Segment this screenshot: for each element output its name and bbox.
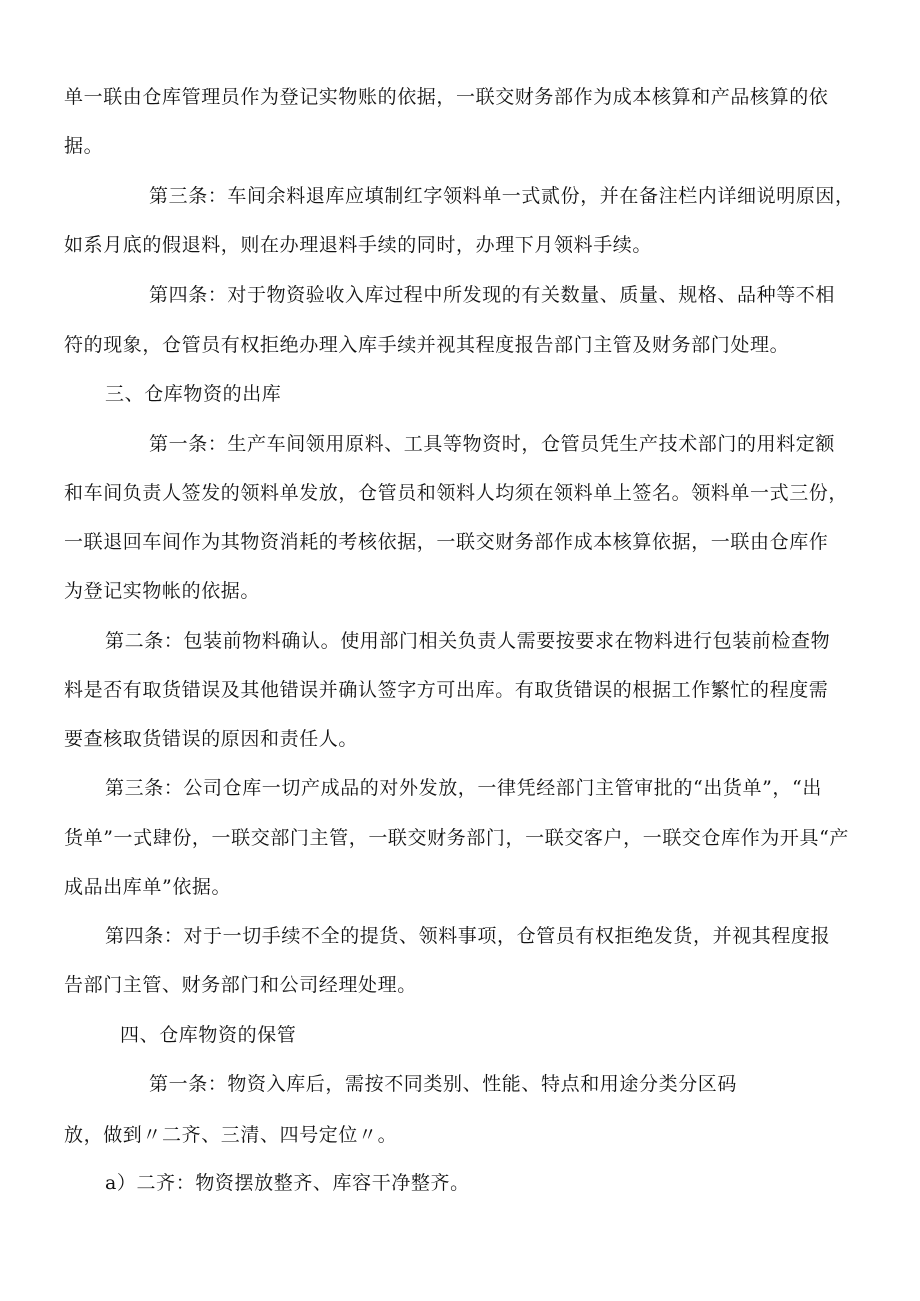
paragraph-line: 成品出库单”依据。	[64, 876, 232, 898]
section-heading-4: 四、仓库物资的保管	[120, 1024, 297, 1046]
paragraph-line: 要查核取货错误的原因和责任人。	[64, 728, 359, 750]
paragraph-line: 放，做到〃二齐、三清、四号定位〃。	[64, 1124, 398, 1146]
paragraph-line: 单一联由仓库管理员作为登记实物账的依据，一联交财务部作为成本核算和产品核算的依	[64, 86, 829, 108]
paragraph-line: 一联退回车间作为其物资消耗的考核依据，一联交财务部作成本核算依据，一联由仓库作	[64, 531, 829, 553]
list-item-a: a）二齐：物资摆放整齐、库容干净整齐。	[105, 1172, 470, 1194]
article-1-line: 第一条：物资入库后，需按不同类别、性能、特点和用途分类分区码	[149, 1073, 738, 1095]
article-1-line: 第一条：生产车间领用原料、工具等物资时，仓管员凭生产技术部门的用料定额	[149, 433, 836, 455]
paragraph-line: 符的现象，仓管员有权拒绝办理入库手续并视其程度报告部门主管及财务部门处理。	[64, 334, 790, 356]
paragraph-line: 货单”一式肆份，一联交部门主管，一联交财务部门，一联交客户，一联交仓库作为开具“产	[64, 827, 850, 849]
paragraph-line: 据。	[64, 135, 104, 157]
article-3-line: 第三条：车间余料退库应填制红字领料单一式贰份，并在备注栏内详细说明原因，	[149, 185, 855, 207]
article-4-line: 第四条：对于一切手续不全的提货、领料事项，仓管员有权拒绝发货，并视其程度报	[105, 925, 831, 947]
article-4-line: 第四条：对于物资验收入库过程中所发现的有关数量、质量、规格、品种等不相	[149, 284, 836, 306]
paragraph-line: 告部门主管、财务部门和公司经理处理。	[64, 974, 417, 996]
paragraph-line: 料是否有取货错误及其他错误并确认签字方可出库。有取货错误的根据工作繁忙的程度需	[64, 679, 829, 701]
paragraph-line: 如系月底的假退料，则在办理退料手续的同时，办理下月领料手续。	[64, 234, 653, 256]
article-2-line: 第二条：包装前物料确认。使用部门相关负责人需要按要求在物料进行包装前检查物	[105, 630, 831, 652]
article-3-line: 第三条：公司仓库一切产成品的对外发放，一律凭经部门主管审批的“出货单”，“出	[105, 777, 822, 799]
paragraph-line: 为登记实物帐的依据。	[64, 580, 261, 602]
paragraph-line: 和车间负责人签发的领料单发放，仓管员和领料人均须在领料单上签名。领料单一式三份，	[64, 482, 849, 504]
section-heading-3: 三、仓库物资的出库	[105, 383, 282, 405]
